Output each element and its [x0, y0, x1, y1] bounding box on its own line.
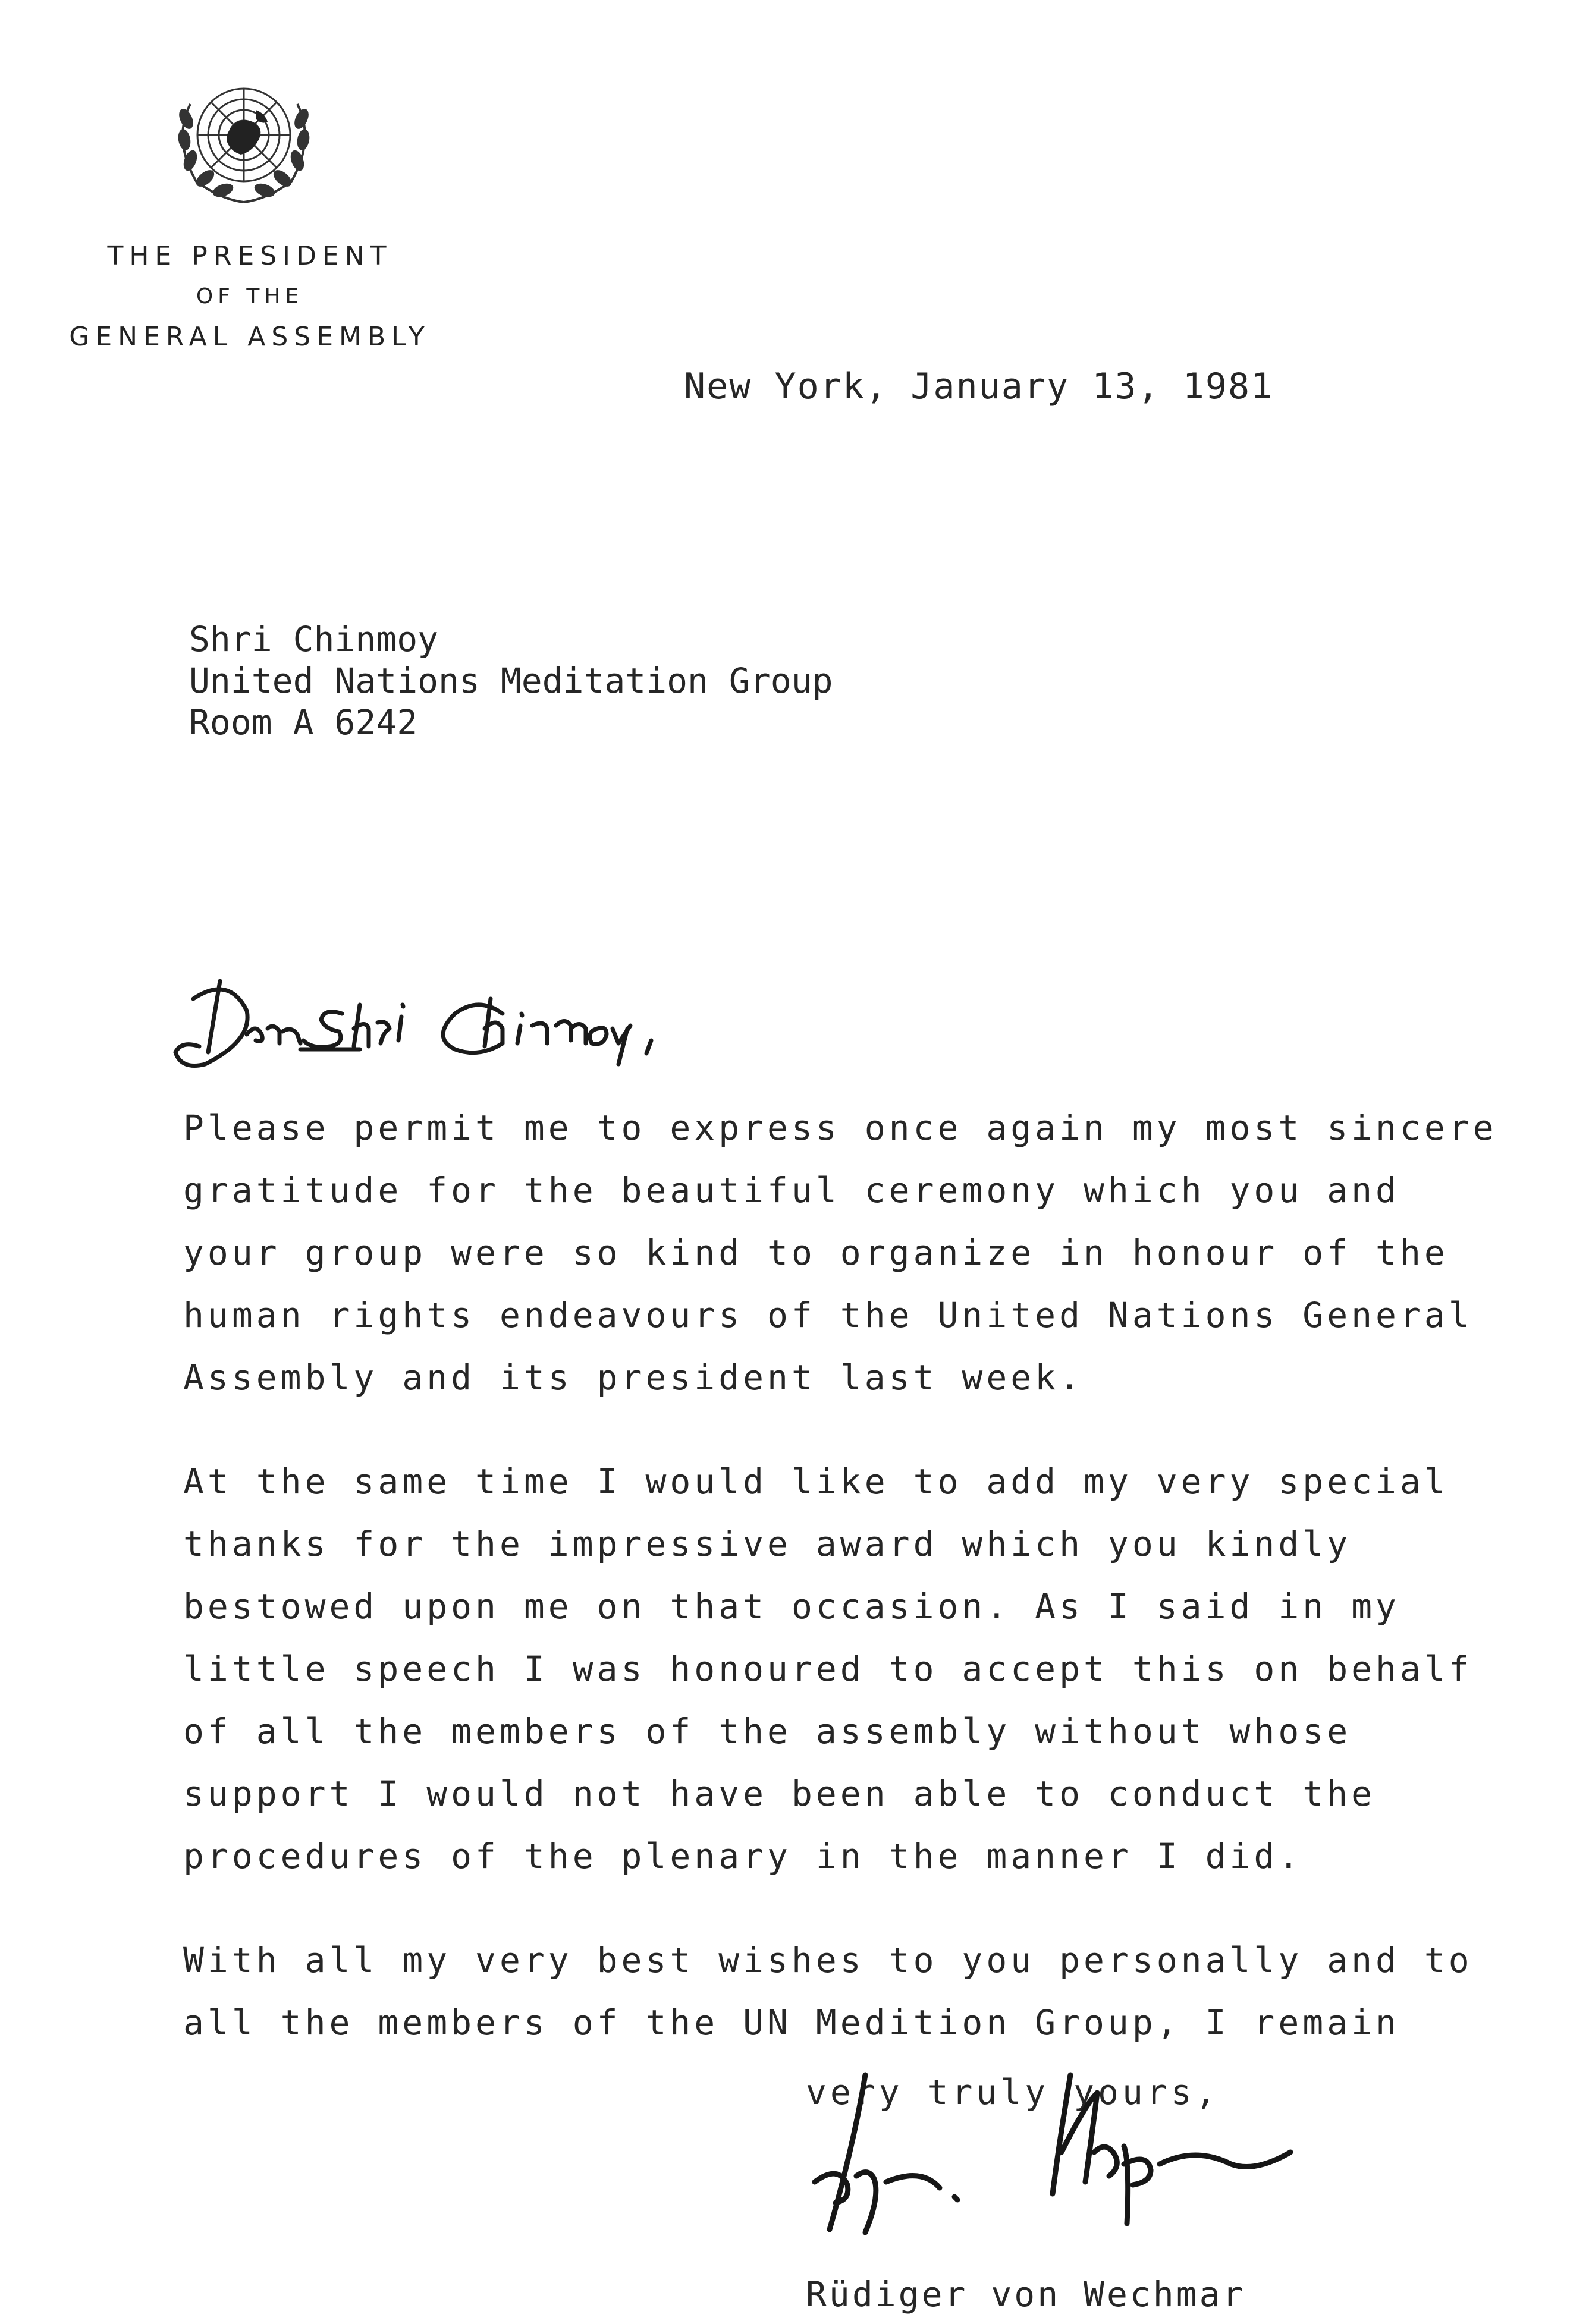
body-paragraph-2: At the same time I would like to add my very special thanks for the impressive award which you kindly bestowed upon me on that occasion. As I said in my little speech I was honoured to accept this on behalf of all the members of the assembly without whose support I would not have been able to conduct the procedures of the plenary in the manner I did. — [183, 1461, 1473, 1876]
letter-body — [183, 1097, 1551, 2096]
handwritten-salutation — [169, 963, 794, 1076]
body-paragraph-1: Please permit me to express once again my most sincere gratitude for the beautiful ceremony which you and your group were so kind to organize in honour of the human rights endeavours of the United Nations General Assembly and its president last week. — [183, 1108, 1497, 1398]
closing: very truly yours, — [806, 2072, 1220, 2112]
body-paragraph-3: With all my very best wishes to you personally and to all the members of the UN Medition Group, I remain — [183, 1940, 1473, 2043]
addressee-name: Shri Chinmoy — [189, 619, 439, 659]
letter-date: New York, January 13, 1981 — [684, 366, 1274, 407]
letterhead-assembly: GENERAL ASSEMBLY — [69, 322, 431, 352]
un-emblem-icon — [158, 68, 330, 205]
letterhead — [56, 238, 443, 356]
signer-name: Rüdiger von Wechmar — [806, 2274, 1246, 2314]
letterhead-of-the: OF THE — [196, 284, 304, 309]
letterhead-title: THE PRESIDENT — [107, 241, 392, 271]
addressee-room: Room A 6242 — [189, 702, 418, 743]
addressee-organization: United Nations Meditation Group — [189, 661, 833, 701]
addressee-block — [189, 618, 833, 743]
handwritten-signature — [791, 2063, 1386, 2259]
